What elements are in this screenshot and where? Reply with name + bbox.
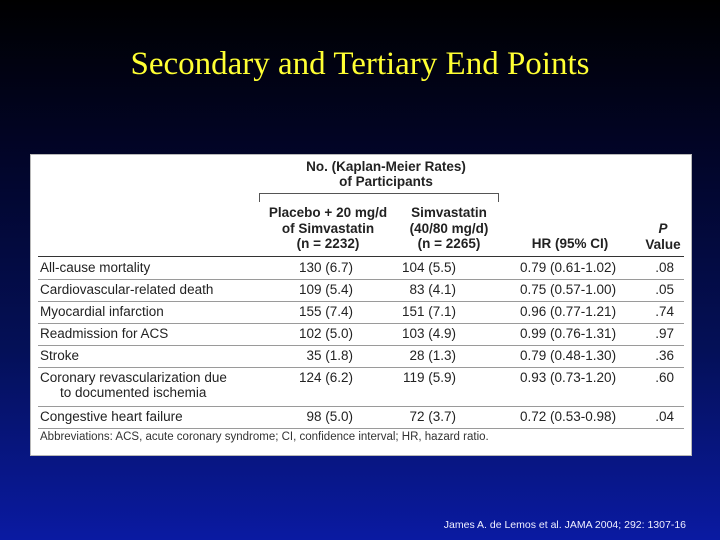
cell-p-value: .08: [655, 260, 674, 275]
table-row: [38, 406, 684, 429]
table-row: [38, 301, 684, 324]
cell-hazard-ratio: 0.99 (0.76-1.31): [520, 326, 617, 341]
group-bracket: [259, 193, 499, 202]
cell-placebo: 109 (5.4): [298, 282, 353, 297]
group-header-line: of Participants: [339, 174, 433, 189]
row-label: All-cause mortality: [40, 260, 151, 275]
cell-simvastatin: 103 (4.9): [401, 326, 456, 341]
row-label: Congestive heart failure: [40, 409, 183, 424]
column-header-simvastatin: [399, 205, 499, 252]
table-row: [38, 345, 684, 368]
cell-simvastatin: 83 (4.1): [409, 282, 456, 297]
cell-placebo: 102 (5.0): [298, 326, 353, 341]
cell-hazard-ratio: 0.79 (0.61-1.02): [520, 260, 617, 275]
cell-hazard-ratio: 0.75 (0.57-1.00): [520, 282, 617, 297]
table-row: [38, 279, 684, 302]
cell-simvastatin: 104 (5.5): [401, 260, 456, 275]
cell-p-value: .05: [655, 282, 674, 297]
row-label: Coronary revascularization due: [40, 370, 227, 385]
cell-hazard-ratio: 0.79 (0.48-1.30): [520, 348, 617, 363]
column-header-p: [641, 221, 685, 252]
cell-hazard-ratio: 0.72 (0.53-0.98): [520, 409, 617, 424]
cell-hazard-ratio: 0.93 (0.73-1.20): [520, 370, 617, 385]
column-header-line: Value: [645, 236, 681, 252]
cell-p-value: .04: [655, 409, 674, 424]
column-header-placebo: [253, 205, 403, 252]
cell-placebo: 130 (6.7): [298, 260, 353, 275]
table-row: [38, 257, 684, 280]
cell-placebo: 98 (5.0): [306, 409, 353, 424]
group-header-line: No. (Kaplan-Meier Rates): [306, 159, 466, 174]
row-label: Stroke: [40, 348, 80, 363]
row-label: Readmission for ACS: [40, 326, 169, 341]
group-header: [271, 159, 501, 189]
cell-placebo: 155 (7.4): [298, 304, 353, 319]
column-header-hr: HR (95% CI): [531, 236, 609, 251]
cell-p-value: .36: [655, 348, 674, 363]
table-row: [38, 367, 684, 407]
cell-simvastatin: 28 (1.3): [409, 348, 456, 363]
source-citation: James A. de Lemos et al. JAMA 2004; 292: 1307-16: [443, 519, 686, 531]
column-header-line: (40/80 mg/d): [409, 220, 489, 236]
cell-hazard-ratio: 0.96 (0.77-1.21): [520, 304, 617, 319]
endpoints-table: [30, 154, 692, 456]
row-label-continued: to documented ischemia: [60, 385, 207, 400]
column-header-line: P: [658, 221, 668, 236]
column-header-line: (n = 2232): [296, 236, 360, 251]
row-label: Myocardial infarction: [40, 304, 164, 319]
cell-simvastatin: 72 (3.7): [409, 409, 456, 424]
cell-placebo: 124 (6.2): [298, 370, 353, 385]
column-header-line: Placebo + 20 mg/d: [268, 205, 388, 220]
row-label: Cardiovascular-related death: [40, 282, 214, 297]
cell-placebo: 35 (1.8): [306, 348, 353, 363]
column-header-line: Simvastatin: [411, 205, 487, 220]
column-header-line: of Simvastatin: [281, 220, 375, 236]
cell-simvastatin: 151 (7.1): [401, 304, 456, 319]
slide-title: Secondary and Tertiary End Points: [130, 46, 590, 82]
column-header-line: (n = 2265): [417, 236, 481, 251]
cell-p-value: .60: [655, 370, 674, 385]
cell-p-value: .74: [655, 304, 674, 319]
cell-simvastatin: 119 (5.9): [402, 370, 456, 385]
table-footnote: Abbreviations: ACS, acute coronary syndrome; CI, confidence interval; HR, hazard ratio.: [40, 431, 489, 443]
cell-p-value: .97: [655, 326, 674, 341]
table-row: [38, 323, 684, 346]
